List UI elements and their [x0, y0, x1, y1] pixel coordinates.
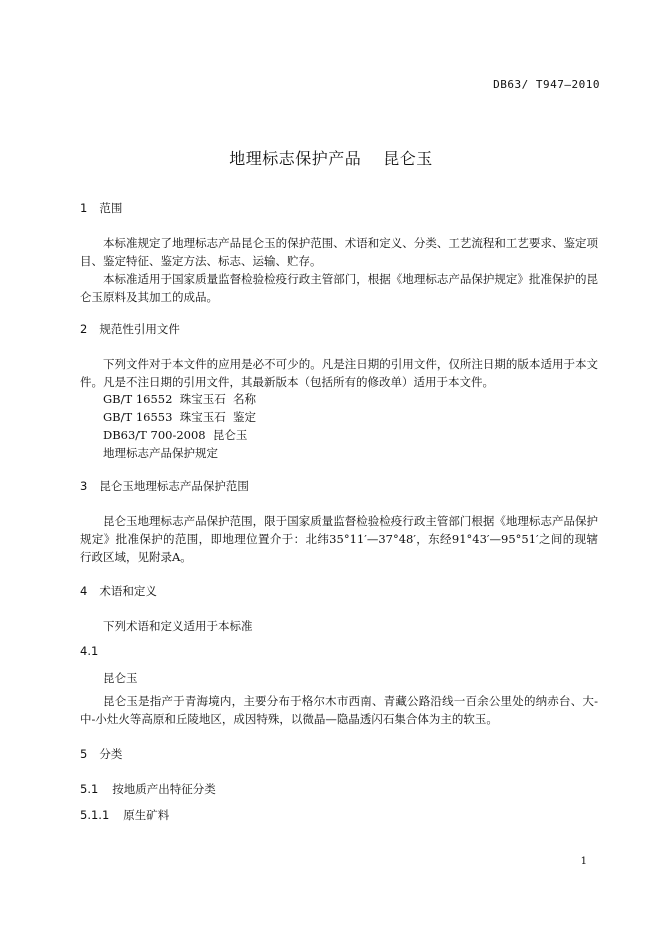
section-4-paragraph: 下列术语和定义适用于本标准	[103, 619, 253, 633]
reference-item: DB63/T 700-2008 昆仑玉	[103, 428, 248, 442]
subsection-5-1-1-heading	[80, 807, 169, 823]
section-4-heading	[80, 583, 157, 599]
section-number: 5.1.1	[80, 808, 110, 822]
title-sub: 昆仑玉	[383, 149, 433, 168]
section-1-heading	[80, 200, 122, 216]
reference-item: GB/T 16552 珠宝玉石 名称	[103, 392, 257, 406]
section-title: 分类	[99, 747, 123, 761]
section-1-paragraph-1: 本标准规定了地理标志产品昆仑玉的保护范围、术语和定义、分类、工艺流程和工艺要求、鉴定项目、鉴定特征、鉴定方法、标志、运输、贮存。	[80, 236, 598, 268]
reference-item: 地理标志产品保护规定	[103, 446, 218, 460]
section-number: 4	[80, 584, 88, 598]
reference-item: GB/T 16553 珠宝玉石 鉴定	[103, 410, 257, 424]
section-title: 范围	[99, 201, 123, 215]
term-definition: 昆仑玉是指产于青海境内，主要分布于格尔木市西南、青藏公路沿线一百余公里处的纳赤台、大-中-小灶火等高原和丘陵地区，成因特殊，以微晶—隐晶透闪石集合体为主的软玉。	[80, 694, 598, 726]
section-2-heading	[80, 321, 180, 337]
subsection-4-1-number: 4.1	[80, 644, 99, 658]
section-3-paragraph: 昆仑玉地理标志产品保护范围，限于国家质量监督检验检疫行政主管部门根据《地理标志产品保护规定》批准保护的范围，即地理位置介于：北纬35°11′—37°48′，东经91°43′—95°51′之间的现辖行政区域，见附录A。	[80, 514, 598, 564]
section-title: 规范性引用文件	[99, 322, 180, 336]
section-title: 原生矿料	[123, 808, 170, 822]
subsection-5-1-heading	[80, 781, 216, 797]
section-1-paragraph-2: 本标准适用于国家质量监督检验检疫行政主管部门，根据《地理标志产品保护规定》批准保护的昆仑玉原料及其加工的成品。	[80, 272, 598, 304]
section-title: 按地质产出特征分类	[112, 782, 216, 796]
term-name: 昆仑玉	[103, 671, 138, 685]
section-number: 5.1	[80, 782, 99, 796]
section-number: 5	[80, 747, 88, 761]
document-title	[0, 146, 662, 169]
section-5-heading	[80, 746, 122, 762]
section-number: 1	[80, 201, 88, 215]
section-title: 昆仑玉地理标志产品保护范围	[99, 479, 249, 493]
section-title: 术语和定义	[99, 584, 157, 598]
title-main: 地理标志保护产品	[229, 149, 362, 168]
page-number: 1	[580, 856, 587, 867]
section-2-paragraph: 下列文件对于本文件的应用是必不可少的。凡是注日期的引用文件，仅所注日期的版本适用于本文件。凡是不注日期的引用文件，其最新版本（包括所有的修改单）适用于本文件。	[80, 357, 598, 389]
standard-code: DB63/ T947—2010	[493, 78, 600, 91]
section-3-heading	[80, 478, 249, 494]
section-number: 2	[80, 322, 88, 336]
section-number: 3	[80, 479, 88, 493]
